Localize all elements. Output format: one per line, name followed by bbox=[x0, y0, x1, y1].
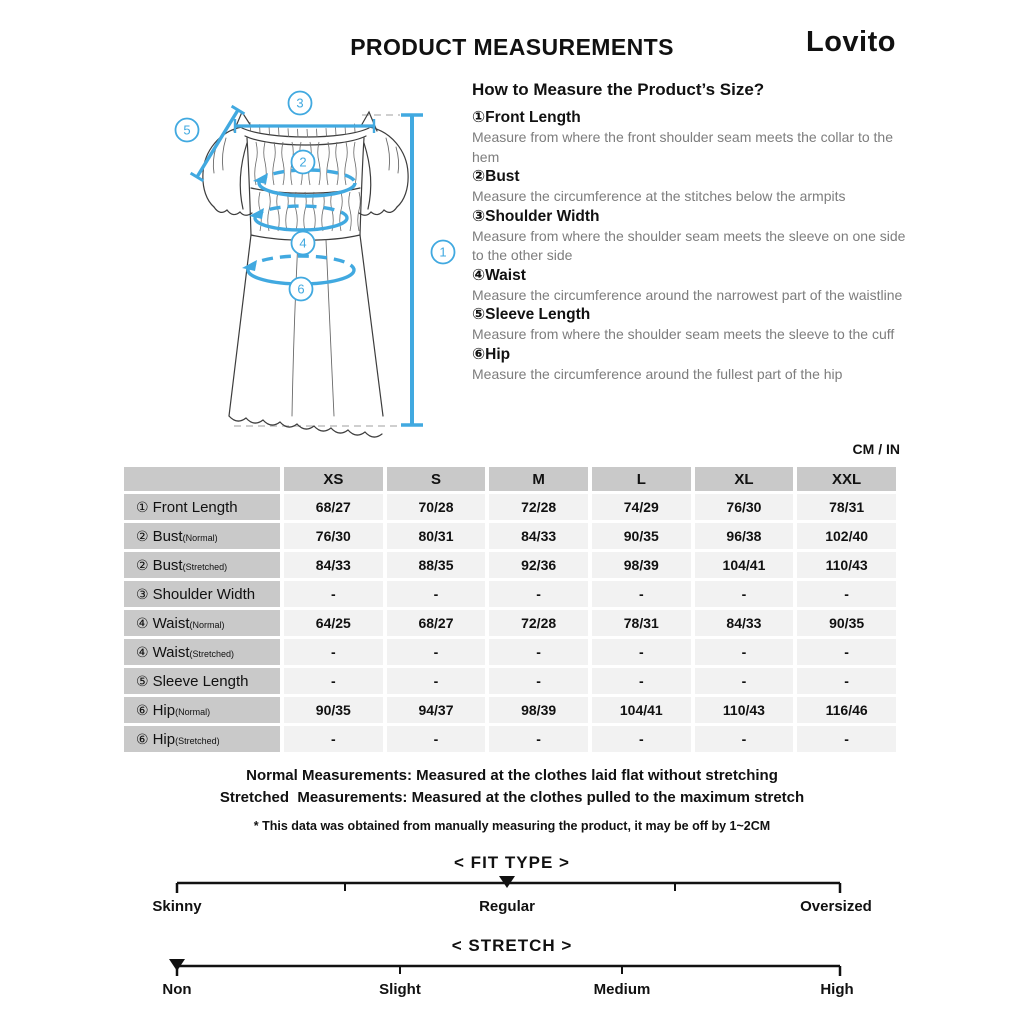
measure-item-description: Measure from where the shoulder seam meets the sleeve to the cuff bbox=[472, 326, 895, 342]
measurement-value-cell: 68/27 bbox=[284, 494, 383, 520]
measure-item-number: ⑥ bbox=[472, 345, 486, 363]
size-column-header: XXL bbox=[797, 467, 896, 491]
measurement-value-cell: 90/35 bbox=[284, 697, 383, 723]
size-column-header: XL bbox=[695, 467, 794, 491]
row-label bbox=[124, 610, 280, 636]
stretch-label: Slight bbox=[379, 981, 421, 998]
row-suffix: (Stretched) bbox=[182, 561, 228, 572]
measure-item-number: ④ bbox=[472, 266, 486, 284]
measurement-value-cell: 88/35 bbox=[387, 552, 486, 578]
table-header-row bbox=[124, 467, 896, 491]
measure-item-number: ② bbox=[472, 168, 486, 185]
callout-bust: 2 bbox=[299, 154, 307, 170]
row-name: Bust bbox=[152, 556, 183, 574]
normal-measurements-note: Normal Measurements: Measured at the clothes laid flat without stretching bbox=[246, 767, 778, 784]
row-label bbox=[124, 494, 280, 520]
measurement-value-cell: 94/37 bbox=[387, 697, 486, 723]
table-row bbox=[124, 639, 896, 665]
row-name: Waist bbox=[152, 643, 190, 661]
measurement-value-cell: 64/25 bbox=[284, 610, 383, 636]
measurement-value-cell: - bbox=[592, 726, 691, 752]
measure-item-name: Sleeve Length bbox=[485, 306, 591, 323]
size-column-header: M bbox=[489, 467, 588, 491]
measurement-value-cell: 84/33 bbox=[695, 610, 794, 636]
measurement-value-cell: - bbox=[489, 581, 588, 607]
measurement-value-cell: - bbox=[592, 639, 691, 665]
row-name: Front Length bbox=[152, 498, 238, 516]
measurement-value-cell: - bbox=[284, 668, 383, 694]
measure-item-heading bbox=[472, 305, 910, 325]
row-number-icon: ③ bbox=[136, 585, 149, 602]
measure-item-heading bbox=[472, 207, 910, 227]
measure-item-description: Measure the circumference around the fullest part of the hip bbox=[472, 365, 843, 382]
stretch-label: Non bbox=[162, 981, 192, 998]
measure-item-heading bbox=[472, 108, 910, 128]
table-row bbox=[124, 668, 896, 694]
how-to-measure-section bbox=[472, 80, 910, 384]
measure-instruction-item bbox=[472, 345, 910, 385]
measure-item-name: Hip bbox=[485, 345, 511, 363]
measurement-value-cell: 116/46 bbox=[797, 697, 896, 723]
measure-item-name: Front Length bbox=[485, 109, 581, 126]
measurement-value-cell: 84/33 bbox=[489, 523, 588, 549]
row-number-icon: ④ bbox=[136, 614, 149, 631]
measure-item-description: Measure the circumference around the narrowest part of the waistline bbox=[472, 286, 903, 303]
table-row bbox=[124, 523, 896, 549]
measurement-value-cell: - bbox=[387, 668, 486, 694]
brand-logo: Lovito bbox=[806, 26, 896, 58]
fit-label: Skinny bbox=[152, 898, 202, 915]
row-name: Sleeve Length bbox=[152, 672, 249, 690]
measurement-value-cell: 90/35 bbox=[592, 523, 691, 549]
measurement-value-cell: - bbox=[797, 668, 896, 694]
row-number-icon: ⑤ bbox=[136, 672, 149, 689]
how-to-heading: How to Measure the Product’s Size? bbox=[472, 80, 765, 99]
callout-front-length: 1 bbox=[439, 244, 447, 260]
measurement-value-cell: - bbox=[387, 581, 486, 607]
size-column-header: XS bbox=[284, 467, 383, 491]
measurement-value-cell: 80/31 bbox=[387, 523, 486, 549]
measurement-value-cell: - bbox=[695, 581, 794, 607]
waist-ellipse bbox=[249, 206, 347, 230]
row-number-icon: ④ bbox=[136, 643, 149, 660]
row-suffix: (Normal) bbox=[182, 532, 218, 543]
measurement-value-cell: - bbox=[695, 726, 794, 752]
measurement-value-cell: - bbox=[387, 639, 486, 665]
row-number-icon: ② bbox=[136, 556, 149, 573]
measurement-value-cell: - bbox=[284, 581, 383, 607]
row-suffix: (Normal) bbox=[175, 706, 211, 717]
measurement-value-cell: 76/30 bbox=[284, 523, 383, 549]
size-column-header: L bbox=[592, 467, 691, 491]
measurement-value-cell: - bbox=[489, 639, 588, 665]
shoulder-width-line bbox=[235, 119, 374, 133]
fit-type-title: < FIT TYPE > bbox=[454, 853, 570, 872]
measurement-value-cell: - bbox=[695, 668, 794, 694]
measurement-value-cell: 92/36 bbox=[489, 552, 588, 578]
unit-label: CM / IN bbox=[852, 441, 900, 457]
row-name: Shoulder Width bbox=[152, 585, 256, 603]
measurement-value-cell: 104/41 bbox=[695, 552, 794, 578]
row-number-icon: ⑥ bbox=[136, 701, 149, 718]
table-row bbox=[124, 697, 896, 723]
guide-dashes bbox=[234, 115, 400, 426]
measurement-value-cell: - bbox=[387, 726, 486, 752]
measurement-value-cell: - bbox=[797, 726, 896, 752]
how-to-items bbox=[472, 108, 910, 384]
table-row bbox=[124, 494, 896, 520]
measure-instruction-item bbox=[472, 167, 910, 207]
measurement-value-cell: 78/31 bbox=[592, 610, 691, 636]
row-number-icon: ① bbox=[136, 498, 149, 515]
stretch-title: < STRETCH > bbox=[451, 936, 573, 955]
row-name: Hip bbox=[152, 701, 176, 719]
callout-hip: 6 bbox=[297, 281, 305, 297]
measurement-value-cell: - bbox=[284, 726, 383, 752]
measurement-value-cell: 72/28 bbox=[489, 494, 588, 520]
disclaimer-note: * This data was obtained from manually measuring the product, it may be off by 1~2CM bbox=[253, 819, 771, 833]
measurement-value-cell: 96/38 bbox=[695, 523, 794, 549]
measurement-value-cell: - bbox=[489, 726, 588, 752]
measure-item-heading bbox=[472, 345, 910, 365]
measurement-value-cell: 98/39 bbox=[489, 697, 588, 723]
measurement-value-cell: 78/31 bbox=[797, 494, 896, 520]
callout-shoulder-width: 3 bbox=[296, 95, 304, 111]
measurement-value-cell: 74/29 bbox=[592, 494, 691, 520]
table-row bbox=[124, 726, 896, 752]
stretch-labels bbox=[150, 981, 860, 999]
stretch-scale bbox=[150, 959, 860, 981]
stretch-label: Medium bbox=[593, 981, 651, 998]
stretch-label: High bbox=[820, 981, 854, 998]
size-column-header: S bbox=[387, 467, 486, 491]
fit-type-labels bbox=[150, 898, 872, 916]
measurement-value-cell: - bbox=[489, 668, 588, 694]
dress-measurement-diagram bbox=[150, 85, 480, 445]
fit-type-scale bbox=[150, 876, 860, 898]
measure-item-heading bbox=[472, 266, 910, 286]
measure-item-name: Shoulder Width bbox=[485, 207, 600, 225]
measure-item-name: Bust bbox=[485, 168, 520, 185]
measurement-value-cell: 110/43 bbox=[695, 697, 794, 723]
measure-item-name: Waist bbox=[485, 266, 526, 284]
row-label bbox=[124, 697, 280, 723]
stretched-measurements-note: Stretched Measurements: Measured at the clothes pulled to the maximum stretch bbox=[219, 789, 805, 806]
row-name: Hip bbox=[152, 730, 176, 748]
measurement-value-cell: - bbox=[284, 639, 383, 665]
fit-label: Regular bbox=[479, 898, 535, 915]
measure-item-description: Measure the circumference at the stitches below the armpits bbox=[472, 188, 846, 204]
measurement-value-cell: 84/33 bbox=[284, 552, 383, 578]
measure-instruction-item bbox=[472, 108, 910, 167]
measure-item-number: ⑤ bbox=[472, 306, 486, 323]
measurement-value-cell: - bbox=[797, 639, 896, 665]
measurement-value-cell: - bbox=[797, 581, 896, 607]
measure-item-number: ③ bbox=[472, 207, 486, 225]
measurement-value-cell: 68/27 bbox=[387, 610, 486, 636]
table-row bbox=[124, 581, 896, 607]
row-suffix: (Normal) bbox=[189, 619, 225, 630]
fit-label: Oversized bbox=[800, 898, 872, 915]
measure-instruction-item bbox=[472, 305, 910, 345]
row-number-icon: ② bbox=[136, 527, 149, 544]
table-corner-cell bbox=[124, 467, 280, 491]
row-label bbox=[124, 639, 280, 665]
row-suffix: (Stretched) bbox=[189, 648, 235, 659]
row-name: Bust bbox=[152, 527, 183, 545]
sleeve-length-line bbox=[191, 106, 245, 181]
measure-item-heading bbox=[472, 167, 910, 187]
front-length-line bbox=[401, 115, 423, 425]
measurement-value-cell: 72/28 bbox=[489, 610, 588, 636]
measurement-value-cell: - bbox=[592, 581, 691, 607]
row-label bbox=[124, 668, 280, 694]
measurement-value-cell: - bbox=[695, 639, 794, 665]
measurement-value-cell: 102/40 bbox=[797, 523, 896, 549]
measurement-value-cell: 104/41 bbox=[592, 697, 691, 723]
row-label bbox=[124, 581, 280, 607]
measurement-value-cell: - bbox=[592, 668, 691, 694]
table-row bbox=[124, 552, 896, 578]
row-label bbox=[124, 552, 280, 578]
measurement-value-cell: 70/28 bbox=[387, 494, 486, 520]
measure-instruction-item bbox=[472, 266, 910, 306]
page-title: PRODUCT MEASUREMENTS bbox=[350, 34, 674, 60]
row-number-icon: ⑥ bbox=[136, 730, 149, 747]
measure-item-description: Measure from where the shoulder seam meets the sleeve on one side to the other side bbox=[472, 227, 906, 263]
table-row bbox=[124, 610, 896, 636]
measure-instruction-item bbox=[472, 207, 910, 266]
callout-waist: 4 bbox=[299, 235, 307, 251]
measurement-value-cell: 90/35 bbox=[797, 610, 896, 636]
measure-item-number: ① bbox=[472, 109, 486, 126]
row-name: Waist bbox=[152, 614, 190, 632]
callout-sleeve-length: 5 bbox=[183, 122, 191, 138]
row-suffix: (Stretched) bbox=[175, 735, 220, 746]
row-label bbox=[124, 726, 280, 752]
measurement-value-cell: 110/43 bbox=[797, 552, 896, 578]
size-table bbox=[120, 464, 900, 755]
measure-item-description: Measure from where the front shoulder seam meets the collar to the hem bbox=[472, 129, 893, 165]
measurement-value-cell: 98/39 bbox=[592, 552, 691, 578]
measurement-value-cell: 76/30 bbox=[695, 494, 794, 520]
row-label bbox=[124, 523, 280, 549]
